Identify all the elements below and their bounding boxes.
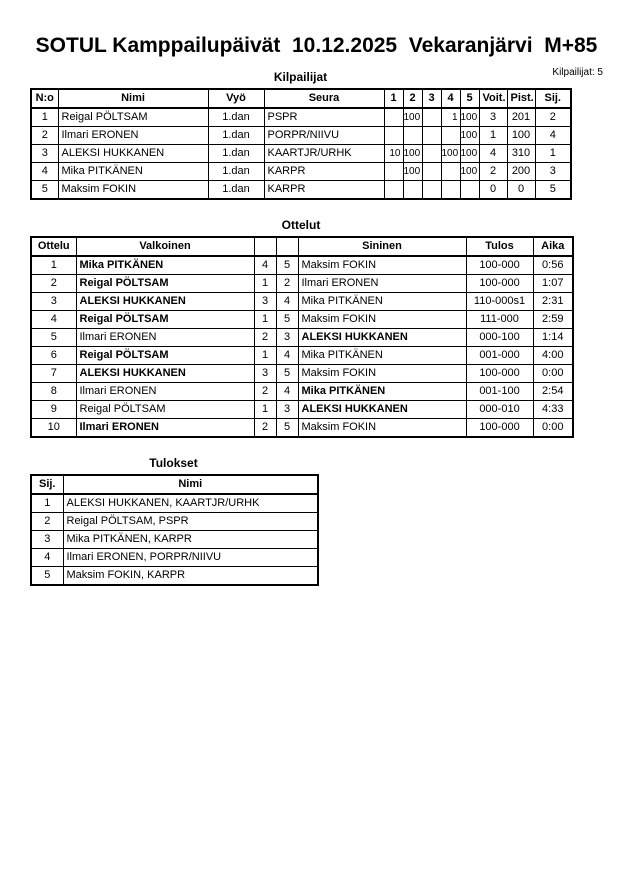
competitor-score-1 xyxy=(384,181,403,200)
match-blue-name: Ilmari ERONEN xyxy=(298,275,466,293)
match-white-competitor-number: 4 xyxy=(254,256,276,275)
competitor-club: KAARTJR/URHK xyxy=(264,145,384,163)
match-blue-name: Maksim FOKIN xyxy=(298,311,466,329)
competitor-score-3 xyxy=(422,108,441,127)
competitor-score-2: 100 xyxy=(403,145,422,163)
competitors-table xyxy=(30,88,572,200)
competitor-score-1 xyxy=(384,108,403,127)
competitor-name: Maksim FOKIN xyxy=(58,181,208,200)
match-blue-name: Mika PITKÄNEN xyxy=(298,383,466,401)
competitors-header-cell: Pist. xyxy=(507,89,535,108)
final-result-place: 4 xyxy=(31,549,63,567)
competitor-row xyxy=(31,163,571,181)
competitor-score-5: 100 xyxy=(460,145,479,163)
competitor-score-4 xyxy=(441,127,460,145)
match-blue-name: Maksim FOKIN xyxy=(298,365,466,383)
match-blue-name: Maksim FOKIN xyxy=(298,256,466,275)
competitor-belt: 1.dan xyxy=(208,181,264,200)
competitor-score-2 xyxy=(403,127,422,145)
competitor-club: KARPR xyxy=(264,181,384,200)
match-row xyxy=(31,383,573,401)
match-white-name: Ilmari ERONEN xyxy=(76,329,254,347)
match-blue-competitor-number: 3 xyxy=(276,401,298,419)
competitors-header-cell: 4 xyxy=(441,89,460,108)
competitor-row xyxy=(31,145,571,163)
match-blue-name: ALEKSI HUKKANEN xyxy=(298,401,466,419)
match-white-competitor-number: 1 xyxy=(254,347,276,365)
competitor-number: 3 xyxy=(31,145,58,163)
match-row xyxy=(31,275,573,293)
match-result: 001-100 xyxy=(466,383,533,401)
match-row xyxy=(31,365,573,383)
matches-table xyxy=(30,236,574,438)
competitors-header-cell: Vyö xyxy=(208,89,264,108)
match-result: 100-000 xyxy=(466,365,533,383)
competitor-points: 310 xyxy=(507,145,535,163)
competitor-points: 200 xyxy=(507,163,535,181)
match-blue-competitor-number: 5 xyxy=(276,256,298,275)
competitors-header-row xyxy=(31,89,571,108)
competitor-points: 0 xyxy=(507,181,535,200)
match-white-name: ALEKSI HUKKANEN xyxy=(76,293,254,311)
match-white-competitor-number: 3 xyxy=(254,293,276,311)
page-title: SOTUL Kamppailupäivät 10.12.2025 Vekaranjärvi M+85 xyxy=(35,34,598,57)
match-blue-competitor-number: 5 xyxy=(276,365,298,383)
final-result-place: 3 xyxy=(31,531,63,549)
competitor-row xyxy=(31,127,571,145)
match-white-name: Reigal PÖLTSAM xyxy=(76,311,254,329)
competitor-number: 5 xyxy=(31,181,58,200)
competitor-score-4 xyxy=(441,181,460,200)
match-blue-competitor-number: 5 xyxy=(276,419,298,438)
match-white-name: Mika PITKÄNEN xyxy=(76,256,254,275)
match-time: 4:33 xyxy=(533,401,573,419)
final-result-row xyxy=(31,513,318,531)
match-result: 100-000 xyxy=(466,275,533,293)
final-results-header-cell: Nimi xyxy=(63,475,318,494)
match-blue-competitor-number: 4 xyxy=(276,383,298,401)
matches-header-cell: Valkoinen xyxy=(76,237,254,256)
competitor-club: KARPR xyxy=(264,163,384,181)
match-number: 9 xyxy=(31,401,76,419)
competitor-club: PSPR xyxy=(264,108,384,127)
match-blue-name: Mika PITKÄNEN xyxy=(298,293,466,311)
match-number: 2 xyxy=(31,275,76,293)
final-results-table xyxy=(30,474,319,586)
competitors-heading: Kilpailijat xyxy=(273,70,328,84)
match-number: 4 xyxy=(31,311,76,329)
final-result-row xyxy=(31,567,318,586)
match-result: 111-000 xyxy=(466,311,533,329)
match-result: 100-000 xyxy=(466,256,533,275)
final-result-place: 5 xyxy=(31,567,63,586)
match-blue-name: ALEKSI HUKKANEN xyxy=(298,329,466,347)
final-result-place: 1 xyxy=(31,494,63,513)
competitor-wins: 1 xyxy=(479,127,507,145)
match-time: 0:00 xyxy=(533,419,573,438)
competitors-body xyxy=(31,108,571,199)
matches-header-cell: Ottelu xyxy=(31,237,76,256)
final-result-name: Reigal PÖLTSAM, PSPR xyxy=(63,513,318,531)
competitor-belt: 1.dan xyxy=(208,108,264,127)
competitors-header-cell: Seura xyxy=(264,89,384,108)
match-result: 000-010 xyxy=(466,401,533,419)
match-blue-competitor-number: 4 xyxy=(276,293,298,311)
match-row xyxy=(31,419,573,438)
final-results-heading: Tulokset xyxy=(149,456,198,470)
competitor-place: 1 xyxy=(535,145,571,163)
match-white-competitor-number: 2 xyxy=(254,329,276,347)
competitors-header-cell: 2 xyxy=(403,89,422,108)
competitor-row xyxy=(31,108,571,127)
match-white-competitor-number: 1 xyxy=(254,311,276,329)
competitor-name: Ilmari ERONEN xyxy=(58,127,208,145)
match-white-name: Ilmari ERONEN xyxy=(76,383,254,401)
match-result: 110-000s1 xyxy=(466,293,533,311)
match-time: 4:00 xyxy=(533,347,573,365)
final-result-row xyxy=(31,494,318,513)
match-time: 0:56 xyxy=(533,256,573,275)
match-number: 3 xyxy=(31,293,76,311)
competitors-header-cell: 1 xyxy=(384,89,403,108)
match-time: 2:31 xyxy=(533,293,573,311)
competitor-wins: 4 xyxy=(479,145,507,163)
match-white-competitor-number: 3 xyxy=(254,365,276,383)
matches-header-cell xyxy=(254,237,276,256)
matches-header-cell xyxy=(276,237,298,256)
competitor-score-5: 100 xyxy=(460,108,479,127)
match-blue-competitor-number: 2 xyxy=(276,275,298,293)
competitor-score-2: 100 xyxy=(403,108,422,127)
competitor-row xyxy=(31,181,571,200)
match-result: 001-000 xyxy=(466,347,533,365)
final-result-row xyxy=(31,549,318,567)
competitor-score-3 xyxy=(422,181,441,200)
final-result-name: Maksim FOKIN, KARPR xyxy=(63,567,318,586)
match-time: 1:07 xyxy=(533,275,573,293)
competitor-belt: 1.dan xyxy=(208,127,264,145)
match-blue-competitor-number: 4 xyxy=(276,347,298,365)
match-white-name: Ilmari ERONEN xyxy=(76,419,254,438)
match-white-competitor-number: 1 xyxy=(254,275,276,293)
match-white-competitor-number: 2 xyxy=(254,383,276,401)
competitors-count: Kilpailijat: 5 xyxy=(552,67,603,78)
match-blue-name: Maksim FOKIN xyxy=(298,419,466,438)
competitor-score-2: 100 xyxy=(403,163,422,181)
match-time: 2:59 xyxy=(533,311,573,329)
competitor-score-3 xyxy=(422,145,441,163)
competitor-score-1 xyxy=(384,127,403,145)
competitor-belt: 1.dan xyxy=(208,145,264,163)
competitor-score-5: 100 xyxy=(460,127,479,145)
competitor-number: 2 xyxy=(31,127,58,145)
competitors-header-cell: Voit. xyxy=(479,89,507,108)
match-white-name: ALEKSI HUKKANEN xyxy=(76,365,254,383)
matches-header-row xyxy=(31,237,573,256)
match-white-name: Reigal PÖLTSAM xyxy=(76,275,254,293)
match-row xyxy=(31,347,573,365)
match-number: 5 xyxy=(31,329,76,347)
competitors-header-cell: N:o xyxy=(31,89,58,108)
competitor-belt: 1.dan xyxy=(208,163,264,181)
matches-header-cell: Tulos xyxy=(466,237,533,256)
final-result-name: ALEKSI HUKKANEN, KAARTJR/URHK xyxy=(63,494,318,513)
match-time: 2:54 xyxy=(533,383,573,401)
final-result-row xyxy=(31,531,318,549)
match-row xyxy=(31,293,573,311)
final-results-section xyxy=(30,456,317,586)
competitor-wins: 3 xyxy=(479,108,507,127)
match-blue-competitor-number: 5 xyxy=(276,311,298,329)
competitor-points: 201 xyxy=(507,108,535,127)
matches-header-cell: Sininen xyxy=(298,237,466,256)
match-result: 100-000 xyxy=(466,419,533,438)
match-blue-name: Mika PITKÄNEN xyxy=(298,347,466,365)
competitors-header-cell: Nimi xyxy=(58,89,208,108)
final-result-name: Mika PITKÄNEN, KARPR xyxy=(63,531,318,549)
competitor-score-5: 100 xyxy=(460,163,479,181)
competitor-number: 4 xyxy=(31,163,58,181)
match-number: 7 xyxy=(31,365,76,383)
competitor-score-1: 10 xyxy=(384,145,403,163)
match-white-name: Reigal PÖLTSAM xyxy=(76,347,254,365)
competitor-place: 3 xyxy=(535,163,571,181)
match-blue-competitor-number: 3 xyxy=(276,329,298,347)
competitors-header-cell: 3 xyxy=(422,89,441,108)
competitor-score-4: 1 xyxy=(441,108,460,127)
matches-section xyxy=(30,218,572,438)
competitors-section xyxy=(30,70,571,200)
match-result: 000-100 xyxy=(466,329,533,347)
competitor-number: 1 xyxy=(31,108,58,127)
competitor-score-3 xyxy=(422,163,441,181)
competitor-score-4 xyxy=(441,163,460,181)
matches-header-cell: Aika xyxy=(533,237,573,256)
competitor-wins: 2 xyxy=(479,163,507,181)
competitor-club: PORPR/NIIVU xyxy=(264,127,384,145)
competitor-place: 2 xyxy=(535,108,571,127)
matches-body xyxy=(31,256,573,437)
match-white-competitor-number: 1 xyxy=(254,401,276,419)
final-results-header-row xyxy=(31,475,318,494)
match-time: 1:14 xyxy=(533,329,573,347)
match-number: 8 xyxy=(31,383,76,401)
match-number: 10 xyxy=(31,419,76,438)
match-row xyxy=(31,329,573,347)
competitor-score-3 xyxy=(422,127,441,145)
competitors-header-cell: Sij. xyxy=(535,89,571,108)
competitor-points: 100 xyxy=(507,127,535,145)
final-results-header-cell: Sij. xyxy=(31,475,63,494)
matches-heading: Ottelut xyxy=(281,218,321,232)
final-results-body xyxy=(31,494,318,585)
match-row xyxy=(31,256,573,275)
match-number: 1 xyxy=(31,256,76,275)
competitor-name: Mika PITKÄNEN xyxy=(58,163,208,181)
competitor-name: ALEKSI HUKKANEN xyxy=(58,145,208,163)
competitor-place: 4 xyxy=(535,127,571,145)
match-white-competitor-number: 2 xyxy=(254,419,276,438)
match-row xyxy=(31,311,573,329)
match-row xyxy=(31,401,573,419)
competitor-score-2 xyxy=(403,181,422,200)
final-result-name: Ilmari ERONEN, PORPR/NIIVU xyxy=(63,549,318,567)
match-time: 0:00 xyxy=(533,365,573,383)
match-white-name: Reigal PÖLTSAM xyxy=(76,401,254,419)
competitor-wins: 0 xyxy=(479,181,507,200)
final-result-place: 2 xyxy=(31,513,63,531)
competitors-header-cell: 5 xyxy=(460,89,479,108)
match-number: 6 xyxy=(31,347,76,365)
competitor-score-5 xyxy=(460,181,479,200)
competitor-place: 5 xyxy=(535,181,571,200)
competitor-score-1 xyxy=(384,163,403,181)
competitor-name: Reigal PÖLTSAM xyxy=(58,108,208,127)
competitor-score-4: 100 xyxy=(441,145,460,163)
